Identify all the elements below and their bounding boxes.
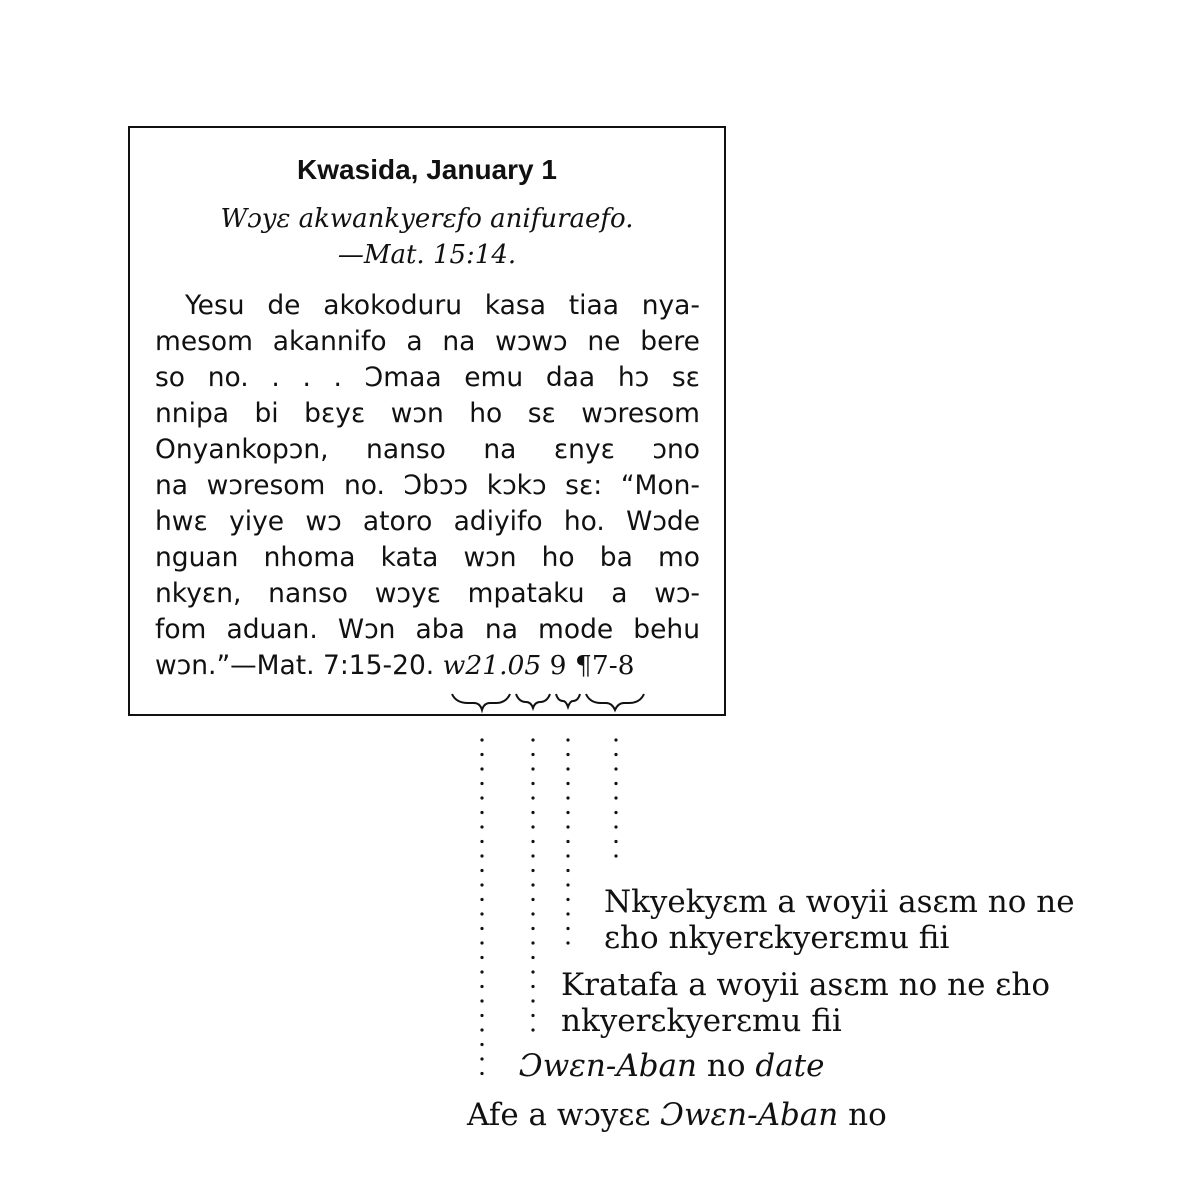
label-date: [519, 1048, 825, 1084]
label-year-suffix: no: [838, 1097, 887, 1133]
brace-publication: [452, 694, 510, 710]
body-line: Yesu de akokoduru kasa tiaa nya-: [185, 290, 700, 321]
label-page-line2: nkyerɛkyerɛmu fii: [561, 1003, 842, 1039]
body-line: hwɛ yiye wɔ atoro adiyifo ho. Wɔde: [155, 506, 700, 537]
body-line: mesom akannifo a na wɔwɔ ne bere: [155, 326, 700, 357]
label-page-line1: Kratafa a woyii asɛm no ne ɛho: [561, 967, 1050, 1003]
brace-page: [556, 694, 580, 707]
reference-publication: w21.05: [442, 650, 542, 681]
theme-scripture-citation: —Mat. 15:14.: [337, 240, 517, 270]
body-line: nguan nhoma kata wɔn ho ba mo: [155, 542, 700, 573]
brace-date: [516, 694, 550, 708]
body-line: Onyankopɔn, nanso na ɛnyɛ ɔno: [155, 434, 700, 465]
brace-paragraphs: [586, 694, 644, 710]
label-year-title: Ɔwɛn-Aban: [660, 1097, 839, 1133]
body-line: so no. . . . Ɔmaa emu daa hɔ sɛ: [155, 362, 700, 393]
label-date-no: no: [697, 1048, 756, 1084]
reference-page: 9: [549, 650, 567, 681]
label-paragraphs-line1: Nkyekyɛm a woyii asɛm no ne: [604, 884, 1075, 920]
body-line: nkyɛn, nanso wɔyɛ mpataku a wɔ-: [155, 578, 700, 609]
label-date-title: Ɔwɛn-Aban: [519, 1048, 698, 1084]
reference-paragraphs: ¶7-8: [574, 650, 635, 681]
theme-scripture-text: Wɔyɛ akwankyerɛfo anifuraefo.: [220, 204, 634, 234]
body-line: fom aduan. Wɔn aba na mode behu: [155, 614, 700, 645]
body-line: na wɔresom no. Ɔbɔɔ kɔkɔ sɛ: “Mon-: [155, 470, 700, 501]
label-year: [467, 1097, 887, 1133]
label-date-word: date: [755, 1048, 825, 1084]
label-year-prefix: Afe a wɔyɛɛ: [467, 1097, 661, 1133]
label-paragraphs-line2: ɛho nkyerɛkyerɛmu fii: [604, 920, 950, 956]
body-last-line-text: wɔn.”—Mat. 7:15-20.: [155, 650, 435, 681]
body-line: nnipa bi bɛyɛ wɔn ho sɛ wɔresom: [155, 398, 700, 429]
card-date: Kwasida, January 1: [297, 154, 557, 185]
